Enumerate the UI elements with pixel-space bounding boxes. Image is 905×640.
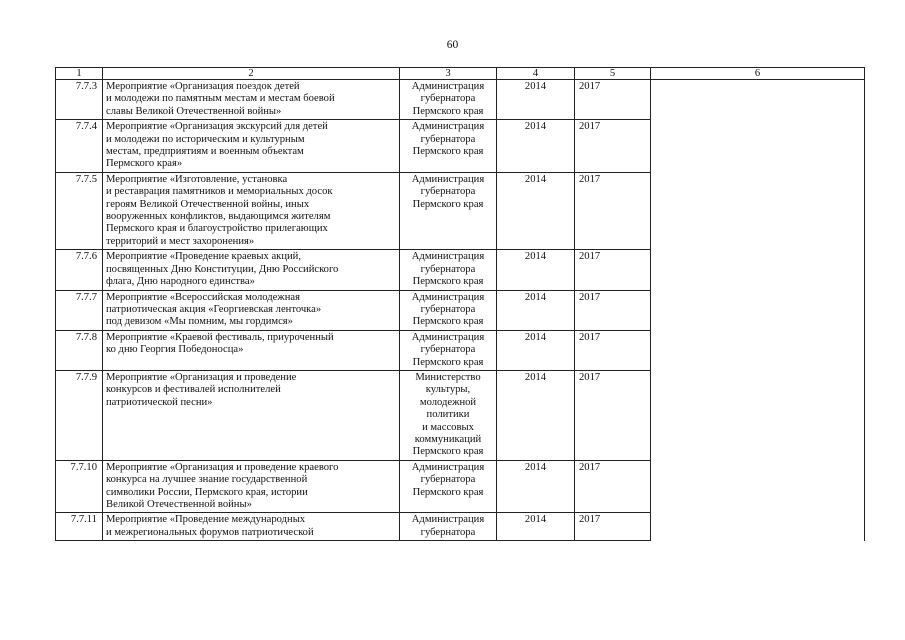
event-description xyxy=(103,460,400,513)
table-row xyxy=(56,80,865,120)
executor-text-line: Пермского края xyxy=(412,146,484,158)
header-col-3: 3 xyxy=(400,68,497,80)
event-description xyxy=(103,120,400,173)
row-number: 7.7.3 xyxy=(56,80,103,120)
executor xyxy=(400,290,497,330)
row-number: 7.7.4 xyxy=(56,120,103,173)
end-year: 2017 xyxy=(575,370,651,460)
event-description xyxy=(103,513,400,541)
event-text-line: флага, Дню народного единства» xyxy=(106,276,255,288)
executor-text-line: Пермского края xyxy=(412,356,484,368)
header-col-4: 4 xyxy=(497,68,575,80)
executor-text-line: Администрация xyxy=(411,121,485,133)
event-text-line: ко дню Георгия Победоносца» xyxy=(106,344,244,356)
end-year: 2017 xyxy=(575,250,651,290)
executor-text-line: Пермского края xyxy=(412,446,484,458)
start-year: 2014 xyxy=(497,120,575,173)
event-text-line: Мероприятие «Изготовление, установка xyxy=(106,173,288,185)
event-text-line: героям Великой Отечественной войны, иных xyxy=(106,198,310,210)
event-description xyxy=(103,250,400,290)
event-text-line: посвященных Дню Конституции, Дню Российского xyxy=(106,263,339,275)
event-text-line: Мероприятие «Организация и проведение xyxy=(106,371,297,383)
executor-text-line: Администрация xyxy=(411,461,485,473)
executor-text-line: губернатора xyxy=(420,93,476,105)
event-text-line: Мероприятие «Краевой фестиваль, приуроченный xyxy=(106,331,334,343)
start-year: 2014 xyxy=(497,172,575,249)
executor xyxy=(400,250,497,290)
executor xyxy=(400,370,497,460)
executor xyxy=(400,330,497,370)
page-number: 60 xyxy=(446,39,459,51)
executor xyxy=(400,513,497,541)
activities-table xyxy=(55,67,865,541)
executor-text-line: Администрация xyxy=(411,331,485,343)
event-description xyxy=(103,330,400,370)
row-number: 7.7.9 xyxy=(56,370,103,460)
executor-text-line: коммуникаций xyxy=(414,433,482,445)
executor-text-line: Администрация xyxy=(411,514,485,526)
header-col-6: 6 xyxy=(651,68,865,80)
event-text-line: и реставрация памятников и мемориальных досок xyxy=(106,186,333,198)
start-year: 2014 xyxy=(497,250,575,290)
start-year: 2014 xyxy=(497,370,575,460)
executor xyxy=(400,172,497,249)
executor-text-line: Пермского края xyxy=(412,316,484,328)
row-number: 7.7.11 xyxy=(56,513,103,541)
end-year: 2017 xyxy=(575,80,651,120)
executor-text-line: Пермского края xyxy=(412,276,484,288)
header-col-1: 1 xyxy=(56,68,103,80)
executor-text-line: губернатора xyxy=(420,133,476,145)
event-text-line: Пермского края» xyxy=(106,158,183,170)
event-text-line: Пермского края и благоустройство прилегающих xyxy=(106,223,328,235)
event-text-line: Мероприятие «Всероссийская молодежная xyxy=(106,291,300,303)
event-description xyxy=(103,290,400,330)
end-year: 2017 xyxy=(575,513,651,541)
event-text-line: славы Великой Отечественной войны» xyxy=(106,105,282,117)
event-text-line: патриотической песни» xyxy=(106,396,213,408)
end-year: 2017 xyxy=(575,120,651,173)
event-text-line: местам, предприятиям и военным объектам xyxy=(106,146,304,158)
start-year: 2014 xyxy=(497,460,575,513)
start-year: 2014 xyxy=(497,513,575,541)
end-year: 2017 xyxy=(575,290,651,330)
event-text-line: вооруженных конфликтов, выдающимся жителям xyxy=(106,211,331,223)
executor-text-line: Администрация xyxy=(411,291,485,303)
event-text-line: Великой Отечественной войны» xyxy=(106,499,252,510)
event-text-line: Мероприятие «Проведение краевых акций, xyxy=(106,251,301,263)
end-year: 2017 xyxy=(575,172,651,249)
executor-text-line: политики xyxy=(426,409,470,421)
executor-text-line: Пермского края xyxy=(412,105,484,117)
executor-text-line: Пермского края xyxy=(412,486,484,498)
start-year: 2014 xyxy=(497,330,575,370)
event-text-line: Мероприятие «Проведение международных xyxy=(106,514,306,526)
header-col-5: 5 xyxy=(575,68,651,80)
start-year: 2014 xyxy=(497,80,575,120)
end-year: 2017 xyxy=(575,330,651,370)
event-text-line: Мероприятие «Организация и проведение краевого xyxy=(106,461,339,473)
executor-text-line: губернатора xyxy=(420,526,476,538)
row-number: 7.7.10 xyxy=(56,460,103,513)
event-text-line: и межрегиональных форумов патриотической xyxy=(106,526,314,538)
executor-text-line: Администрация xyxy=(411,81,485,92)
event-text-line: и молодежи по историческим и культурным xyxy=(106,133,305,145)
event-text-line: территорий и мест захоронения» xyxy=(106,235,255,247)
executor xyxy=(400,460,497,513)
table-header-row xyxy=(56,68,865,80)
executor xyxy=(400,80,497,120)
row-number: 7.7.6 xyxy=(56,250,103,290)
event-text-line: конкурса на лучшее знание государственной xyxy=(106,474,308,486)
executor-text-line: Администрация xyxy=(411,251,485,263)
note-column-cell xyxy=(651,80,865,541)
executor-text-line: губернатора xyxy=(420,263,476,275)
executor-text-line: губернатора xyxy=(420,186,476,198)
event-text-line: и молодежи по памятным местам и местам боевой xyxy=(106,93,335,105)
row-number: 7.7.8 xyxy=(56,330,103,370)
event-text-line: Мероприятие «Организация экскурсий для детей xyxy=(106,121,328,133)
event-text-line: патриотическая акция «Георгиевская ленточка» xyxy=(106,303,322,315)
event-description xyxy=(103,370,400,460)
end-year: 2017 xyxy=(575,460,651,513)
event-text-line: конкурсов и фестивалей исполнителей xyxy=(106,384,281,396)
event-text-line: под девизом «Мы помним, мы гордимся» xyxy=(106,316,293,328)
event-description xyxy=(103,172,400,249)
executor-text-line: губернатора xyxy=(420,303,476,315)
executor-text-line: культуры, xyxy=(425,384,471,396)
executor-text-line: губернатора xyxy=(420,474,476,486)
row-number: 7.7.5 xyxy=(56,172,103,249)
executor-text-line: Министерство xyxy=(415,371,481,383)
header-col-2: 2 xyxy=(103,68,400,80)
start-year: 2014 xyxy=(497,290,575,330)
executor xyxy=(400,120,497,173)
row-number: 7.7.7 xyxy=(56,290,103,330)
executor-text-line: губернатора xyxy=(420,344,476,356)
executor-text-line: Пермского края xyxy=(412,198,484,210)
event-description xyxy=(103,80,400,120)
executor-text-line: молодежной xyxy=(419,396,477,408)
table-body xyxy=(56,80,865,541)
event-text-line: Мероприятие «Организация поездок детей xyxy=(106,81,300,92)
event-text-line: символики России, Пермского края, истории xyxy=(106,486,308,498)
executor-text-line: Администрация xyxy=(411,173,485,185)
executor-text-line: и массовых xyxy=(422,421,474,433)
